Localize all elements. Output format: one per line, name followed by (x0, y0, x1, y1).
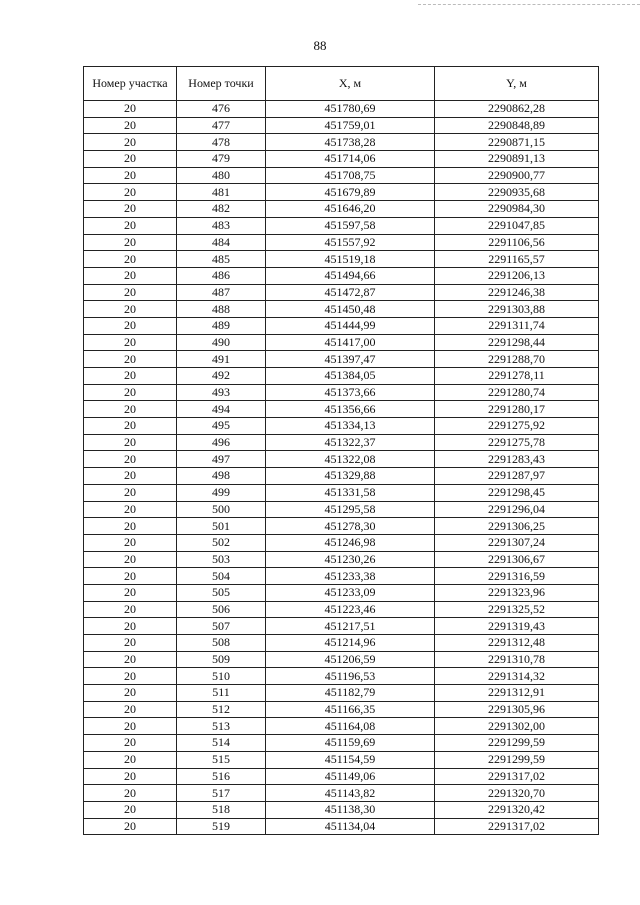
cell-x: 451331,58 (266, 484, 435, 501)
cell-point-number: 513 (177, 718, 266, 735)
cell-x: 451708,75 (266, 167, 435, 184)
cell-parcel-number: 20 (84, 601, 177, 618)
cell-point-number: 483 (177, 217, 266, 234)
table-row (84, 284, 599, 301)
cell-point-number: 501 (177, 518, 266, 535)
cell-parcel-number: 20 (84, 284, 177, 301)
cell-y: 2291316,59 (435, 568, 599, 585)
cell-x: 451646,20 (266, 201, 435, 218)
cell-parcel-number: 20 (84, 685, 177, 702)
cell-parcel-number: 20 (84, 351, 177, 368)
cell-parcel-number: 20 (84, 267, 177, 284)
cell-point-number: 510 (177, 668, 266, 685)
cell-parcel-number: 20 (84, 768, 177, 785)
top-edge-rule (418, 4, 640, 5)
cell-point-number: 480 (177, 167, 266, 184)
cell-y: 2291312,91 (435, 685, 599, 702)
cell-point-number: 485 (177, 251, 266, 268)
cell-parcel-number: 20 (84, 484, 177, 501)
cell-point-number: 495 (177, 418, 266, 435)
cell-y: 2291047,85 (435, 217, 599, 234)
cell-point-number: 503 (177, 551, 266, 568)
cell-y: 2291323,96 (435, 584, 599, 601)
table-row (84, 401, 599, 418)
table-row (84, 484, 599, 501)
cell-x: 451206,59 (266, 651, 435, 668)
cell-x: 451519,18 (266, 251, 435, 268)
table-row (84, 117, 599, 134)
table-row (84, 801, 599, 818)
cell-point-number: 498 (177, 468, 266, 485)
cell-y: 2291299,59 (435, 735, 599, 752)
cell-x: 451196,53 (266, 668, 435, 685)
table-row (84, 418, 599, 435)
cell-x: 451217,51 (266, 618, 435, 635)
cell-parcel-number: 20 (84, 151, 177, 168)
cell-y: 2290871,15 (435, 134, 599, 151)
table-row (84, 518, 599, 535)
cell-y: 2291296,04 (435, 501, 599, 518)
cell-x: 451138,30 (266, 801, 435, 818)
cell-y: 2290935,68 (435, 184, 599, 201)
cell-point-number: 496 (177, 434, 266, 451)
cell-y: 2291287,97 (435, 468, 599, 485)
cell-parcel-number: 20 (84, 785, 177, 802)
table-row (84, 151, 599, 168)
cell-point-number: 490 (177, 334, 266, 351)
cell-parcel-number: 20 (84, 117, 177, 134)
table-row (84, 718, 599, 735)
cell-point-number: 507 (177, 618, 266, 635)
cell-point-number: 476 (177, 101, 266, 118)
cell-parcel-number: 20 (84, 668, 177, 685)
cell-x: 451154,59 (266, 751, 435, 768)
cell-point-number: 482 (177, 201, 266, 218)
cell-parcel-number: 20 (84, 534, 177, 551)
cell-x: 451472,87 (266, 284, 435, 301)
cell-parcel-number: 20 (84, 384, 177, 401)
cell-y: 2291317,02 (435, 818, 599, 835)
cell-parcel-number: 20 (84, 251, 177, 268)
cell-y: 2291306,67 (435, 551, 599, 568)
cell-y: 2291288,70 (435, 351, 599, 368)
cell-parcel-number: 20 (84, 201, 177, 218)
cell-parcel-number: 20 (84, 401, 177, 418)
cell-x: 451738,28 (266, 134, 435, 151)
cell-point-number: 489 (177, 317, 266, 334)
table-row (84, 685, 599, 702)
cell-x: 451214,96 (266, 635, 435, 652)
cell-x: 451223,46 (266, 601, 435, 618)
cell-y: 2291310,78 (435, 651, 599, 668)
table-row (84, 434, 599, 451)
cell-x: 451322,08 (266, 451, 435, 468)
table-row (84, 167, 599, 184)
table-row (84, 651, 599, 668)
cell-point-number: 515 (177, 751, 266, 768)
cell-y: 2291275,78 (435, 434, 599, 451)
table-row (84, 351, 599, 368)
cell-x: 451322,37 (266, 434, 435, 451)
cell-point-number: 484 (177, 234, 266, 251)
table-row (84, 501, 599, 518)
cell-point-number: 508 (177, 635, 266, 652)
table-row (84, 785, 599, 802)
table-row (84, 384, 599, 401)
table-row (84, 551, 599, 568)
cell-y: 2291275,92 (435, 418, 599, 435)
cell-parcel-number: 20 (84, 751, 177, 768)
cell-x: 451417,00 (266, 334, 435, 351)
cell-parcel-number: 20 (84, 468, 177, 485)
cell-x: 451233,09 (266, 584, 435, 601)
cell-y: 2290891,13 (435, 151, 599, 168)
cell-y: 2291307,24 (435, 534, 599, 551)
cell-point-number: 516 (177, 768, 266, 785)
cell-point-number: 497 (177, 451, 266, 468)
cell-x: 451780,69 (266, 101, 435, 118)
cell-y: 2290862,28 (435, 101, 599, 118)
cell-y: 2291320,70 (435, 785, 599, 802)
table-row (84, 368, 599, 385)
cell-y: 2291314,32 (435, 668, 599, 685)
cell-x: 451134,04 (266, 818, 435, 835)
cell-parcel-number: 20 (84, 368, 177, 385)
cell-point-number: 499 (177, 484, 266, 501)
cell-parcel-number: 20 (84, 735, 177, 752)
cell-x: 451149,06 (266, 768, 435, 785)
table-row (84, 818, 599, 835)
cell-parcel-number: 20 (84, 501, 177, 518)
table-row (84, 267, 599, 284)
table-row (84, 468, 599, 485)
cell-point-number: 511 (177, 685, 266, 702)
cell-parcel-number: 20 (84, 334, 177, 351)
cell-x: 451759,01 (266, 117, 435, 134)
cell-y: 2291278,11 (435, 368, 599, 385)
table-row (84, 584, 599, 601)
cell-parcel-number: 20 (84, 568, 177, 585)
cell-parcel-number: 20 (84, 701, 177, 718)
cell-x: 451494,66 (266, 267, 435, 284)
cell-point-number: 506 (177, 601, 266, 618)
table-row (84, 201, 599, 218)
table-row (84, 601, 599, 618)
cell-x: 451384,05 (266, 368, 435, 385)
table-row (84, 451, 599, 468)
cell-parcel-number: 20 (84, 518, 177, 535)
cell-x: 451159,69 (266, 735, 435, 752)
cell-parcel-number: 20 (84, 718, 177, 735)
cell-y: 2291299,59 (435, 751, 599, 768)
cell-parcel-number: 20 (84, 801, 177, 818)
cell-parcel-number: 20 (84, 234, 177, 251)
cell-y: 2291305,96 (435, 701, 599, 718)
table-row (84, 217, 599, 234)
table-row (84, 317, 599, 334)
table-row (84, 134, 599, 151)
table-row (84, 635, 599, 652)
cell-x: 451373,66 (266, 384, 435, 401)
cell-parcel-number: 20 (84, 167, 177, 184)
cell-point-number: 505 (177, 584, 266, 601)
cell-parcel-number: 20 (84, 217, 177, 234)
cell-y: 2291306,25 (435, 518, 599, 535)
cell-y: 2291317,02 (435, 768, 599, 785)
cell-point-number: 500 (177, 501, 266, 518)
table-row (84, 334, 599, 351)
cell-x: 451164,08 (266, 718, 435, 735)
cell-parcel-number: 20 (84, 818, 177, 835)
table-row (84, 301, 599, 318)
table-row (84, 534, 599, 551)
cell-x: 451246,98 (266, 534, 435, 551)
cell-x: 451295,58 (266, 501, 435, 518)
cell-y: 2290984,30 (435, 201, 599, 218)
cell-x: 451278,30 (266, 518, 435, 535)
cell-y: 2290848,89 (435, 117, 599, 134)
cell-point-number: 504 (177, 568, 266, 585)
cell-parcel-number: 20 (84, 551, 177, 568)
cell-point-number: 492 (177, 368, 266, 385)
cell-parcel-number: 20 (84, 635, 177, 652)
table-row (84, 184, 599, 201)
cell-x: 451356,66 (266, 401, 435, 418)
cell-parcel-number: 20 (84, 301, 177, 318)
cell-x: 451444,99 (266, 317, 435, 334)
cell-y: 2291165,57 (435, 251, 599, 268)
cell-point-number: 514 (177, 735, 266, 752)
cell-parcel-number: 20 (84, 184, 177, 201)
header-point-number: Номер точки (177, 67, 266, 101)
cell-parcel-number: 20 (84, 434, 177, 451)
cell-y: 2291302,00 (435, 718, 599, 735)
cell-y: 2291311,74 (435, 317, 599, 334)
cell-point-number: 491 (177, 351, 266, 368)
cell-point-number: 479 (177, 151, 266, 168)
cell-y: 2291283,43 (435, 451, 599, 468)
header-parcel-number: Номер участка (84, 67, 177, 101)
cell-point-number: 478 (177, 134, 266, 151)
table-row (84, 234, 599, 251)
table-row (84, 735, 599, 752)
cell-x: 451182,79 (266, 685, 435, 702)
cell-point-number: 502 (177, 534, 266, 551)
cell-point-number: 486 (177, 267, 266, 284)
table-row (84, 668, 599, 685)
table-header-row (84, 67, 599, 101)
cell-x: 451166,35 (266, 701, 435, 718)
cell-y: 2291319,43 (435, 618, 599, 635)
cell-y: 2291280,74 (435, 384, 599, 401)
table-row (84, 251, 599, 268)
cell-x: 451230,26 (266, 551, 435, 568)
cell-x: 451397,47 (266, 351, 435, 368)
cell-x: 451334,13 (266, 418, 435, 435)
cell-point-number: 517 (177, 785, 266, 802)
cell-y: 2291298,44 (435, 334, 599, 351)
cell-parcel-number: 20 (84, 584, 177, 601)
table-row (84, 618, 599, 635)
cell-x: 451679,89 (266, 184, 435, 201)
cell-y: 2291312,48 (435, 635, 599, 652)
cell-point-number: 494 (177, 401, 266, 418)
page-number: 88 (313, 38, 327, 53)
cell-point-number: 487 (177, 284, 266, 301)
cell-parcel-number: 20 (84, 618, 177, 635)
cell-point-number: 512 (177, 701, 266, 718)
table-row (84, 568, 599, 585)
cell-y: 2291246,38 (435, 284, 599, 301)
cell-y: 2291280,17 (435, 401, 599, 418)
cell-y: 2291303,88 (435, 301, 599, 318)
cell-y: 2291298,45 (435, 484, 599, 501)
cell-point-number: 477 (177, 117, 266, 134)
cell-point-number: 481 (177, 184, 266, 201)
cell-parcel-number: 20 (84, 101, 177, 118)
cell-y: 2290900,77 (435, 167, 599, 184)
cell-point-number: 509 (177, 651, 266, 668)
header-x: X, м (266, 67, 435, 101)
header-y: Y, м (435, 67, 599, 101)
table-row (84, 101, 599, 118)
cell-parcel-number: 20 (84, 134, 177, 151)
cell-x: 451143,82 (266, 785, 435, 802)
cell-point-number: 493 (177, 384, 266, 401)
coordinates-table (83, 66, 599, 835)
table-row (84, 701, 599, 718)
cell-parcel-number: 20 (84, 651, 177, 668)
cell-x: 451450,48 (266, 301, 435, 318)
cell-x: 451233,38 (266, 568, 435, 585)
cell-y: 2291106,56 (435, 234, 599, 251)
cell-point-number: 488 (177, 301, 266, 318)
cell-x: 451329,88 (266, 468, 435, 485)
cell-x: 451714,06 (266, 151, 435, 168)
cell-x: 451557,92 (266, 234, 435, 251)
cell-y: 2291325,52 (435, 601, 599, 618)
cell-y: 2291320,42 (435, 801, 599, 818)
table-row (84, 768, 599, 785)
cell-parcel-number: 20 (84, 317, 177, 334)
table-body (84, 101, 599, 835)
cell-point-number: 518 (177, 801, 266, 818)
cell-point-number: 519 (177, 818, 266, 835)
cell-x: 451597,58 (266, 217, 435, 234)
cell-y: 2291206,13 (435, 267, 599, 284)
cell-parcel-number: 20 (84, 418, 177, 435)
table-row (84, 751, 599, 768)
cell-parcel-number: 20 (84, 451, 177, 468)
